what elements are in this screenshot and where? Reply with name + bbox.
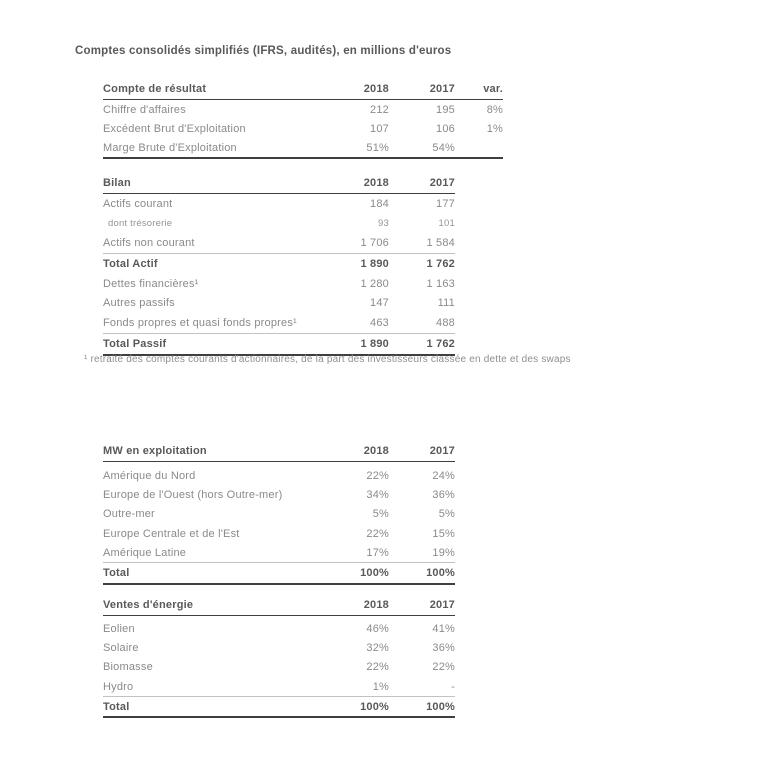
- table-header-row: [103, 444, 455, 462]
- row-label: Total Passif: [103, 337, 167, 350]
- table-row: [103, 524, 455, 543]
- value-2017: 36%: [432, 488, 455, 501]
- table-row: [103, 313, 455, 333]
- table-body: [103, 100, 503, 159]
- table-header-row: [103, 176, 455, 194]
- value-2017: 15%: [432, 527, 455, 540]
- table-body: [103, 194, 455, 356]
- value-2018: 32%: [366, 641, 389, 654]
- row-label: Excédent Brut d'Exploitation: [103, 122, 246, 135]
- table-header-row: [103, 82, 503, 100]
- table-row: [103, 214, 455, 234]
- value-2017: 106: [436, 122, 455, 135]
- table-row-total: [103, 696, 455, 716]
- row-label: dont trésorerie: [108, 218, 173, 230]
- value-2017: -: [451, 680, 455, 693]
- value-2017: 1 762: [426, 337, 455, 350]
- value-2017: 19%: [432, 546, 455, 559]
- value-2018: 1%: [372, 680, 389, 693]
- row-label: Actifs courant: [103, 197, 173, 210]
- table-row-total-actif: [103, 253, 455, 274]
- table-row: [103, 293, 455, 313]
- value-2018: 22%: [366, 469, 389, 482]
- value-2017: 101: [438, 218, 455, 230]
- value-2018: 1 280: [360, 277, 389, 290]
- table-row-total-passif: [103, 333, 455, 354]
- row-label: Eolien: [103, 622, 135, 635]
- table-header-label: Ventes d'énergie: [103, 599, 194, 611]
- table-body: [103, 462, 455, 585]
- column-header-2017: 2017: [429, 177, 455, 189]
- value-2018: 22%: [366, 527, 389, 540]
- value-2018: 147: [370, 297, 389, 310]
- table-row: [103, 677, 455, 696]
- table-row: [103, 274, 455, 294]
- value-2018: 1 890: [360, 337, 389, 350]
- table-header-label: MW en exploitation: [103, 445, 207, 457]
- row-label: Hydro: [103, 680, 134, 693]
- table-row: [103, 505, 455, 524]
- column-header-2017: 2017: [429, 445, 455, 457]
- table-header-row: [103, 598, 455, 616]
- value-2018: 212: [370, 103, 389, 116]
- column-header-2018: 2018: [363, 599, 389, 611]
- value-2018: 463: [370, 316, 389, 329]
- value-2017: 1 584: [426, 237, 455, 250]
- table-row: [103, 619, 455, 638]
- row-label: Amérique Latine: [103, 546, 187, 559]
- table-header-label: Compte de résultat: [103, 83, 207, 95]
- value-2017: 100%: [426, 567, 455, 580]
- value-2017: 22%: [432, 661, 455, 674]
- footnote: ¹ retraité des comptes courants d'actionnaires, de la part des investisseurs classée en dette et des swaps: [84, 354, 571, 365]
- table-row: [103, 485, 455, 504]
- value-2018: 107: [370, 122, 389, 135]
- row-label: Chiffre d'affaires: [103, 103, 186, 116]
- value-2018: 100%: [360, 700, 389, 713]
- value-2018: 46%: [366, 622, 389, 635]
- row-label: Outre-mer: [103, 508, 155, 521]
- value-2017: 54%: [432, 141, 455, 154]
- table-row: [103, 543, 455, 562]
- row-label: Autres passifs: [103, 297, 175, 310]
- table-income-statement: [103, 82, 503, 159]
- table-row: [103, 658, 455, 677]
- table-header-label: Bilan: [103, 177, 131, 189]
- row-label: Europe de l'Ouest (hors Outre-mer): [103, 488, 283, 501]
- row-label: Amérique du Nord: [103, 469, 196, 482]
- value-2018: 51%: [366, 141, 389, 154]
- row-label: Actifs non courant: [103, 237, 195, 250]
- value-2018: 17%: [366, 546, 389, 559]
- value-2017: 36%: [432, 641, 455, 654]
- table-mw-in-operation: [103, 444, 455, 585]
- value-2017: 488: [436, 316, 455, 329]
- row-label: Total: [103, 700, 130, 713]
- column-header-2018: 2018: [363, 83, 389, 95]
- table-body: [103, 616, 455, 718]
- table-row: [103, 100, 503, 119]
- value-2018: 5%: [372, 508, 389, 521]
- column-header-2018: 2018: [363, 177, 389, 189]
- value-2017: 177: [436, 197, 455, 210]
- column-header-2017: 2017: [429, 599, 455, 611]
- row-label: Marge Brute d'Exploitation: [103, 141, 237, 154]
- value-var: 1%: [486, 122, 503, 135]
- row-label: Total Actif: [103, 257, 158, 270]
- table-row: [103, 194, 455, 214]
- row-label: Solaire: [103, 641, 139, 654]
- table-row-total: [103, 562, 455, 582]
- value-2017: 1 163: [426, 277, 455, 290]
- value-2017: 111: [437, 297, 455, 310]
- column-header-var: var.: [483, 83, 503, 95]
- row-label: Dettes financières¹: [103, 277, 199, 290]
- value-2018: 34%: [366, 488, 389, 501]
- table-row: [103, 119, 503, 138]
- table-row: [103, 138, 503, 157]
- page-title: Comptes consolidés simplifiés (IFRS, audités), en millions d'euros: [75, 45, 452, 57]
- table-balance-sheet: [103, 176, 455, 356]
- value-2018: 1 890: [360, 257, 389, 270]
- table-row: [103, 233, 455, 253]
- row-label: Biomasse: [103, 661, 153, 674]
- table-energy-sales: [103, 598, 455, 718]
- value-2018: 100%: [360, 567, 389, 580]
- value-2017: 100%: [426, 700, 455, 713]
- value-var: 8%: [486, 103, 503, 116]
- value-2017: 1 762: [426, 257, 455, 270]
- column-header-2017: 2017: [429, 83, 455, 95]
- value-2018: 93: [378, 218, 389, 230]
- row-label: Total: [103, 567, 130, 580]
- value-2017: 41%: [432, 622, 455, 635]
- value-2018: 22%: [366, 661, 389, 674]
- row-label: Europe Centrale et de l'Est: [103, 527, 240, 540]
- value-2017: 24%: [432, 469, 455, 482]
- row-label: Fonds propres et quasi fonds propres¹: [103, 316, 297, 329]
- table-row: [103, 466, 455, 485]
- value-2018: 1 706: [360, 237, 389, 250]
- table-row: [103, 638, 455, 657]
- column-header-2018: 2018: [363, 445, 389, 457]
- value-2018: 184: [370, 197, 389, 210]
- value-2017: 5%: [438, 508, 455, 521]
- value-2017: 195: [436, 103, 455, 116]
